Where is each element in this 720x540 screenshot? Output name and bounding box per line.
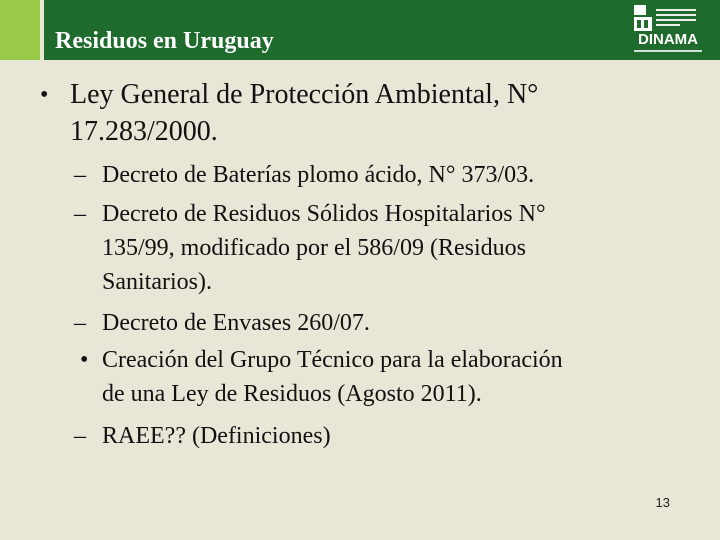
sub-bullet-text: Creación del Grupo Técnico para la elaboración xyxy=(102,347,563,373)
bullet-text: Ley General de Protección Ambiental, N° xyxy=(70,79,539,110)
dash-marker: – xyxy=(74,310,86,336)
sub-bullet-text: Decreto de Residuos Sólidos Hospitalarios N° xyxy=(102,201,546,227)
sub-bullet-text-continued: de una Ley de Residuos (Agosto 2011). xyxy=(102,381,482,407)
bullet-marker: • xyxy=(40,82,49,108)
dash-marker: – xyxy=(74,423,86,449)
bullet-marker: • xyxy=(80,347,89,373)
dash-marker: – xyxy=(74,162,86,188)
logo-wordmark: DINAMA xyxy=(638,31,698,48)
sub-bullet-text: RAEE?? (Definiciones) xyxy=(102,423,331,449)
dash-marker: – xyxy=(74,201,86,227)
page-number: 13 xyxy=(655,495,670,510)
sub-bullet-text: Decreto de Baterías plomo ácido, N° 373/03. xyxy=(102,162,535,188)
slide-title: Residuos en Uruguay xyxy=(55,28,274,54)
sub-bullet-text: Decreto de Envases 260/07. xyxy=(102,310,370,336)
bullet-text-continued: 17.283/2000. xyxy=(70,116,218,147)
sub-bullet-text-continued: Sanitarios). xyxy=(102,269,212,295)
sub-bullet-text-continued: 135/99, modificado por el 586/09 (Residuos xyxy=(102,235,526,261)
